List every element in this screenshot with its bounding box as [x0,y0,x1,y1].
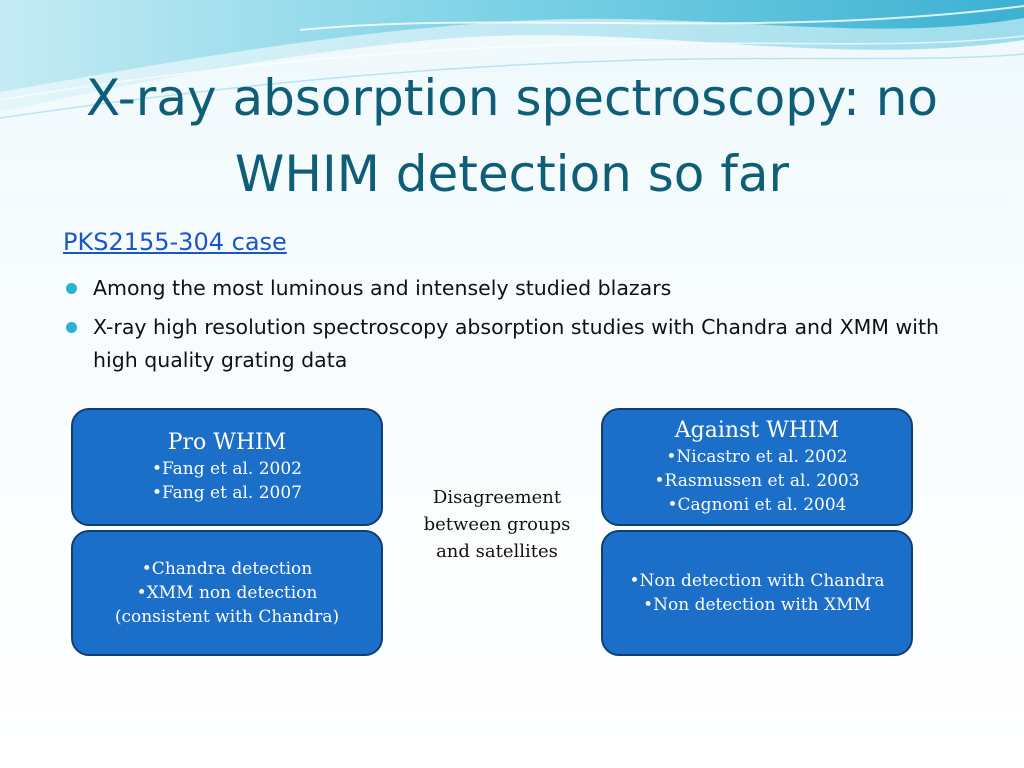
note-line: Disagreement [432,487,562,508]
bullet-dot-icon [66,322,77,333]
bullet-item [60,272,960,305]
disagreement-note [405,484,589,565]
pro-note-item: •XMM non detection [136,583,318,603]
bullet-item [60,311,960,377]
against-ref-item: •Rasmussen et al. 2003 [654,471,860,491]
pro-whim-findings-box [71,530,383,656]
note-line: and satellites [436,541,558,562]
against-note-item: •Non detection with Chandra [629,571,885,591]
against-whim-references-box [601,408,913,526]
against-ref-item: •Cagnoni et al. 2004 [667,495,847,515]
pro-whim-references-box [71,408,383,526]
pro-note-item: •Chandra detection [141,559,313,579]
bullet-text: X-ray high resolution spectroscopy absorption studies with Chandra and XMM with high quality grating data [93,315,939,372]
title-line-1: X-ray absorption spectroscopy: no [85,69,938,127]
title-line-2: WHIM detection so far [234,145,790,203]
note-line: between groups [423,514,571,535]
bullet-dot-icon [66,283,77,294]
pro-note-item: (consistent with Chandra) [114,607,340,627]
bullet-list [60,272,960,383]
against-ref-item: •Nicastro et al. 2002 [666,447,848,467]
against-whim-heading: Against WHIM [674,418,840,443]
pro-ref-item: •Fang et al. 2002 [152,459,302,479]
slide-title [40,60,984,212]
case-link[interactable]: PKS2155-304 case [63,228,287,256]
against-whim-findings-box [601,530,913,656]
pro-ref-item: •Fang et al. 2007 [152,483,302,503]
against-note-item: •Non detection with XMM [643,595,871,615]
pro-whim-heading: Pro WHIM [167,430,287,455]
bullet-text: Among the most luminous and intensely studied blazars [93,276,672,300]
